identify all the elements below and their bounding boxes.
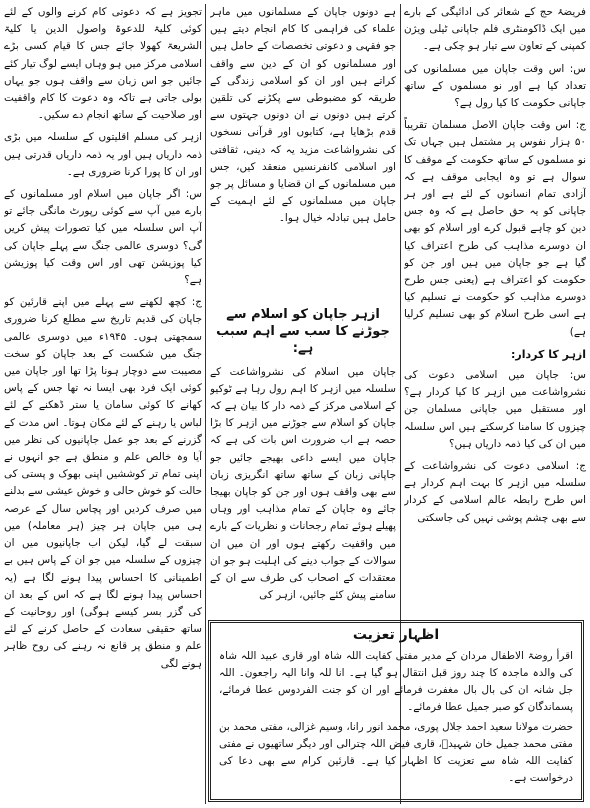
paragraph: ازہر کی مسلم اقلیتوں کے سلسلہ میں بڑی ذمہ داریاں ہیں اور یہ ذمہ داریاں قدرتی ہیں اور ان کا پورا کرنا ضروری ہے۔	[4, 131, 202, 178]
paragraph: جاپان میں اسلام کی نشرواشاعت کے سلسلہ میں ازہر کا اہم رول رہا ہے ٹوکیو کے اسلامی مرکز کے ذمہ دار کا بیان ہے کہ جاپان کو اسلام سے جوڑنے میں ازہر کا بڑا حصہ ہے اب ضرورت اس بات کی ہے کہ جاپان میں ایسے داعی بھیجے جائیں جو جاپانی زبان کے ساتھ ساتھ انگریزی زبان سے بھی واقف ہوں اور جن کو جاپان بھیجا جائے وہ جاپان کے تمام مذاہب اور وہاں پھیلے ہوئے تمام رجحانات و نظریات کے بارے میں واقفیت رکھتے ہوں اور ان میں ان سوالات کے جواب دینے کی اہلیت ہو جو ان معتقدات کے اصحاب کی طرف سے ان کے سامنے پیش کئے جائیں، ازہر کی	[210, 365, 396, 602]
question: س: اس وقت جاپان میں مسلمانوں کی تعداد کیا ہے اور نو مسلموں کے ساتھ جاپانی حکومت کا کیا رول ہے؟	[404, 62, 586, 110]
middle-column-lower	[210, 300, 396, 614]
notice-title: اظہار تعزیت	[352, 627, 440, 643]
condolence-notice-box	[208, 620, 584, 802]
paragraph: تجویز ہے کہ دعوتی کام کرنے والوں کے لئے کوئی کلیۃ للدعوۃ واصول الدین یا کلیۃ الشریعۃ کھولا جائے جس کا قیام کسی بڑے اسلامی مرکز میں ہو وہاں ایسے لوگ تیار کئے جائیں جو اس زبان سے واقف ہوں جو یہاں بولی جاتی ہے تاکہ وہ دعوت کا کام واقفیت اور صلاحیت کے ساتھ انجام دے سکیں۔	[4, 6, 202, 122]
middle-column	[210, 4, 396, 300]
column-divider	[205, 4, 206, 804]
question: س: جاپان میں اسلامی دعوت کی نشرواشاعت میں ازہر کا کیا کردار ہے؟ اور مستقبل میں جاپانی مسلمان جن چیزوں کا سامنا کرسکتے ہیں اس سلسلہ میں ان کی کیا ذمہ داریاں ہیں؟	[404, 369, 586, 450]
notice-paragraph: اقرأ روضۃ الاطفال مردان کے مدیر مفتی کفایت اللہ شاہ اور قاری عبید اللہ شاہ کی والدہ ماجدہ کا چند روز قبل انتقال ہو گیا ہے۔ انا للہ وانا الیہ راجعون۔ اللہ جل شانہ ان کی بال بال مغفرت فرمائے اور ان کو جنت الفردوس عطا فرمائے، پسماندگان کو صبر جمیل عطا فرمائے۔	[219, 650, 573, 713]
answer: ج: کچھ لکھنے سے پہلے میں اپنے قارئین کو جاپان کی قدیم تاریخ سے مطلع کرنا ضروری سمجھتی ہوں۔ ۱۹۴۵ء میں دوسری عالمی جنگ میں شکست کے بعد جاپان کو سخت مصیبت سے دوچار ہونا پڑا تھا اور جاپان میں کوئی ایک فرد بھی ایسا نہ تھا جس کے پاس کھانے کا کوئی سامان یا ستر ڈھکنے کے لئے لباس یا رہنے کے لئے مکان ہوتا۔ اس مدت کے گزرنے کے بعد جو عمل جاپانیوں کی نظر میں آیا وہ خالص علم و منطق ہے جو انہوں نے اپنی تمام تر کوششیں اپنی بھوک و پستی کی حالت کو خوش حالی و خوش عیشی سے بدلنے میں صرف کردیں اور پچاس سال کے عرصہ ہی میں جاپان ہر چیز (ہر معاملہ) میں سبقت لے گیا، لیکن اب جاپانیوں میں ان چیزوں کے سلسلہ میں جو ان کے پاس ہیں بے اطمینانی کا احساس پیدا ہونے لگا ہے (یہ احساس پیدا ہونے لگا ہے کہ اس کے بعد ان کی گزر بسر کیسے ہوگی) اور روحانیت کے ساتھ حقیقی سعادت کے حاصل کرنے کے لئے علم و منطق پر قانع نہ رہنے کی روح ظاہر ہونے لگی	[4, 296, 202, 670]
notice-paragraph: حضرت مولانا سعید احمد جلال پوری، محمد انور رانا، وسیم غزالی، مفتی محمد بن مفتی محمد جمیل خان شہیدؒ، قاری فیض اللہ چترالی اور دیگر ساتھیوں نے مفتی کفایت اللہ شاہ سے تعزیت کا اظہار کیا ہے۔ قارئین کرام سے بھی دعا کی درخواست ہے۔	[219, 721, 573, 784]
answer: ج: اس وقت جاپان الاصل مسلمان تقریباً ۵۰ ہزار نفوس پر مشتمل ہیں جہاں تک نو مسلموں کے ساتھ حکومت کے موقف کا سوال ہے تو وہ ایجابی موقف ہے کہ آزادی تمام انسانوں کے لئے ہے اور ہر جاپانی کو یہ حق حاصل ہے کہ وہ جس دین کو چاہے قبول کرے اور اسلام کو بھی ان دوسرے مذاہب کی طرح اعتراف کیا گیا ہے جو جاپان میں ہیں اور جن کو حکومت کو اعتراف ہے (یعنی جس طرح دوسرے مذاہب کو حکومت نے تسلیم کیا ہے اسی طرح اسلام کو بھی تسلیم کرلیا ہے)	[404, 119, 586, 338]
paragraph: فریضۂ حج کے شعائر کی ادائیگی کے بارے میں ایک ڈاکومنٹری فلم جاپانی ٹیلی ویژن کمپنی کے تعاون سے تیار ہو چکی ہے۔	[404, 6, 586, 53]
answer: ج: اسلامی دعوت کی نشرواشاعت کے سلسلہ میں ازہر کا بہت اہم کردار ہے اس طرح رابطہ عالم اسلامی کے کردار سے بھی چشم پوشی نہیں کی جاسکتی	[404, 460, 586, 524]
question: س: اگر جاپان میں اسلام اور مسلمانوں کے بارے میں آپ سے کوئی رپورٹ مانگی جائے تو آپ اس سلسلہ میں کیا تصورات پیش کریں گی؟ دوسری عالمی جنگ سے پہلے جاپان کی کیا پوزیشن تھی اور اس وقت کیا پوزیشن ہے؟	[4, 188, 202, 287]
section-subheading: ازہر کا کردار:	[511, 347, 586, 361]
left-column	[4, 4, 202, 804]
paragraph: ہے دونوں جاپان کے مسلمانوں میں ماہر علماء کی فراہمی کا کام انجام دیتے ہیں جو فقہی و دعوتی تخصصات کے حامل ہیں اور مسلمانوں کو ان کے دین سے واقف کراتے ہیں اور ان کو اسلامی زندگی کے طریقہ کو مضبوطی سے پکڑنے کی تلقین کرتے ہیں دونوں نے ان دونوں جہتوں سے قدم بڑھایا ہے، کتابوں اور قرآنی نسخوں کی نشرواشاعت مزید یہ کہ دینی، ثقافتی اور اسلامی کانفرنسیں منعقد کیں، جس میں مسلمانوں کے ان قضایا و مسائل پر جو جاپان میں مسلمانوں کے لئے اہمیت کے حامل ہیں تبادلہ خیال ہوا۔	[210, 6, 396, 225]
section-heading: ازہر جاپان کو اسلام سے جوڑنے کا سب سے اہم سبب ہے:	[216, 307, 390, 357]
